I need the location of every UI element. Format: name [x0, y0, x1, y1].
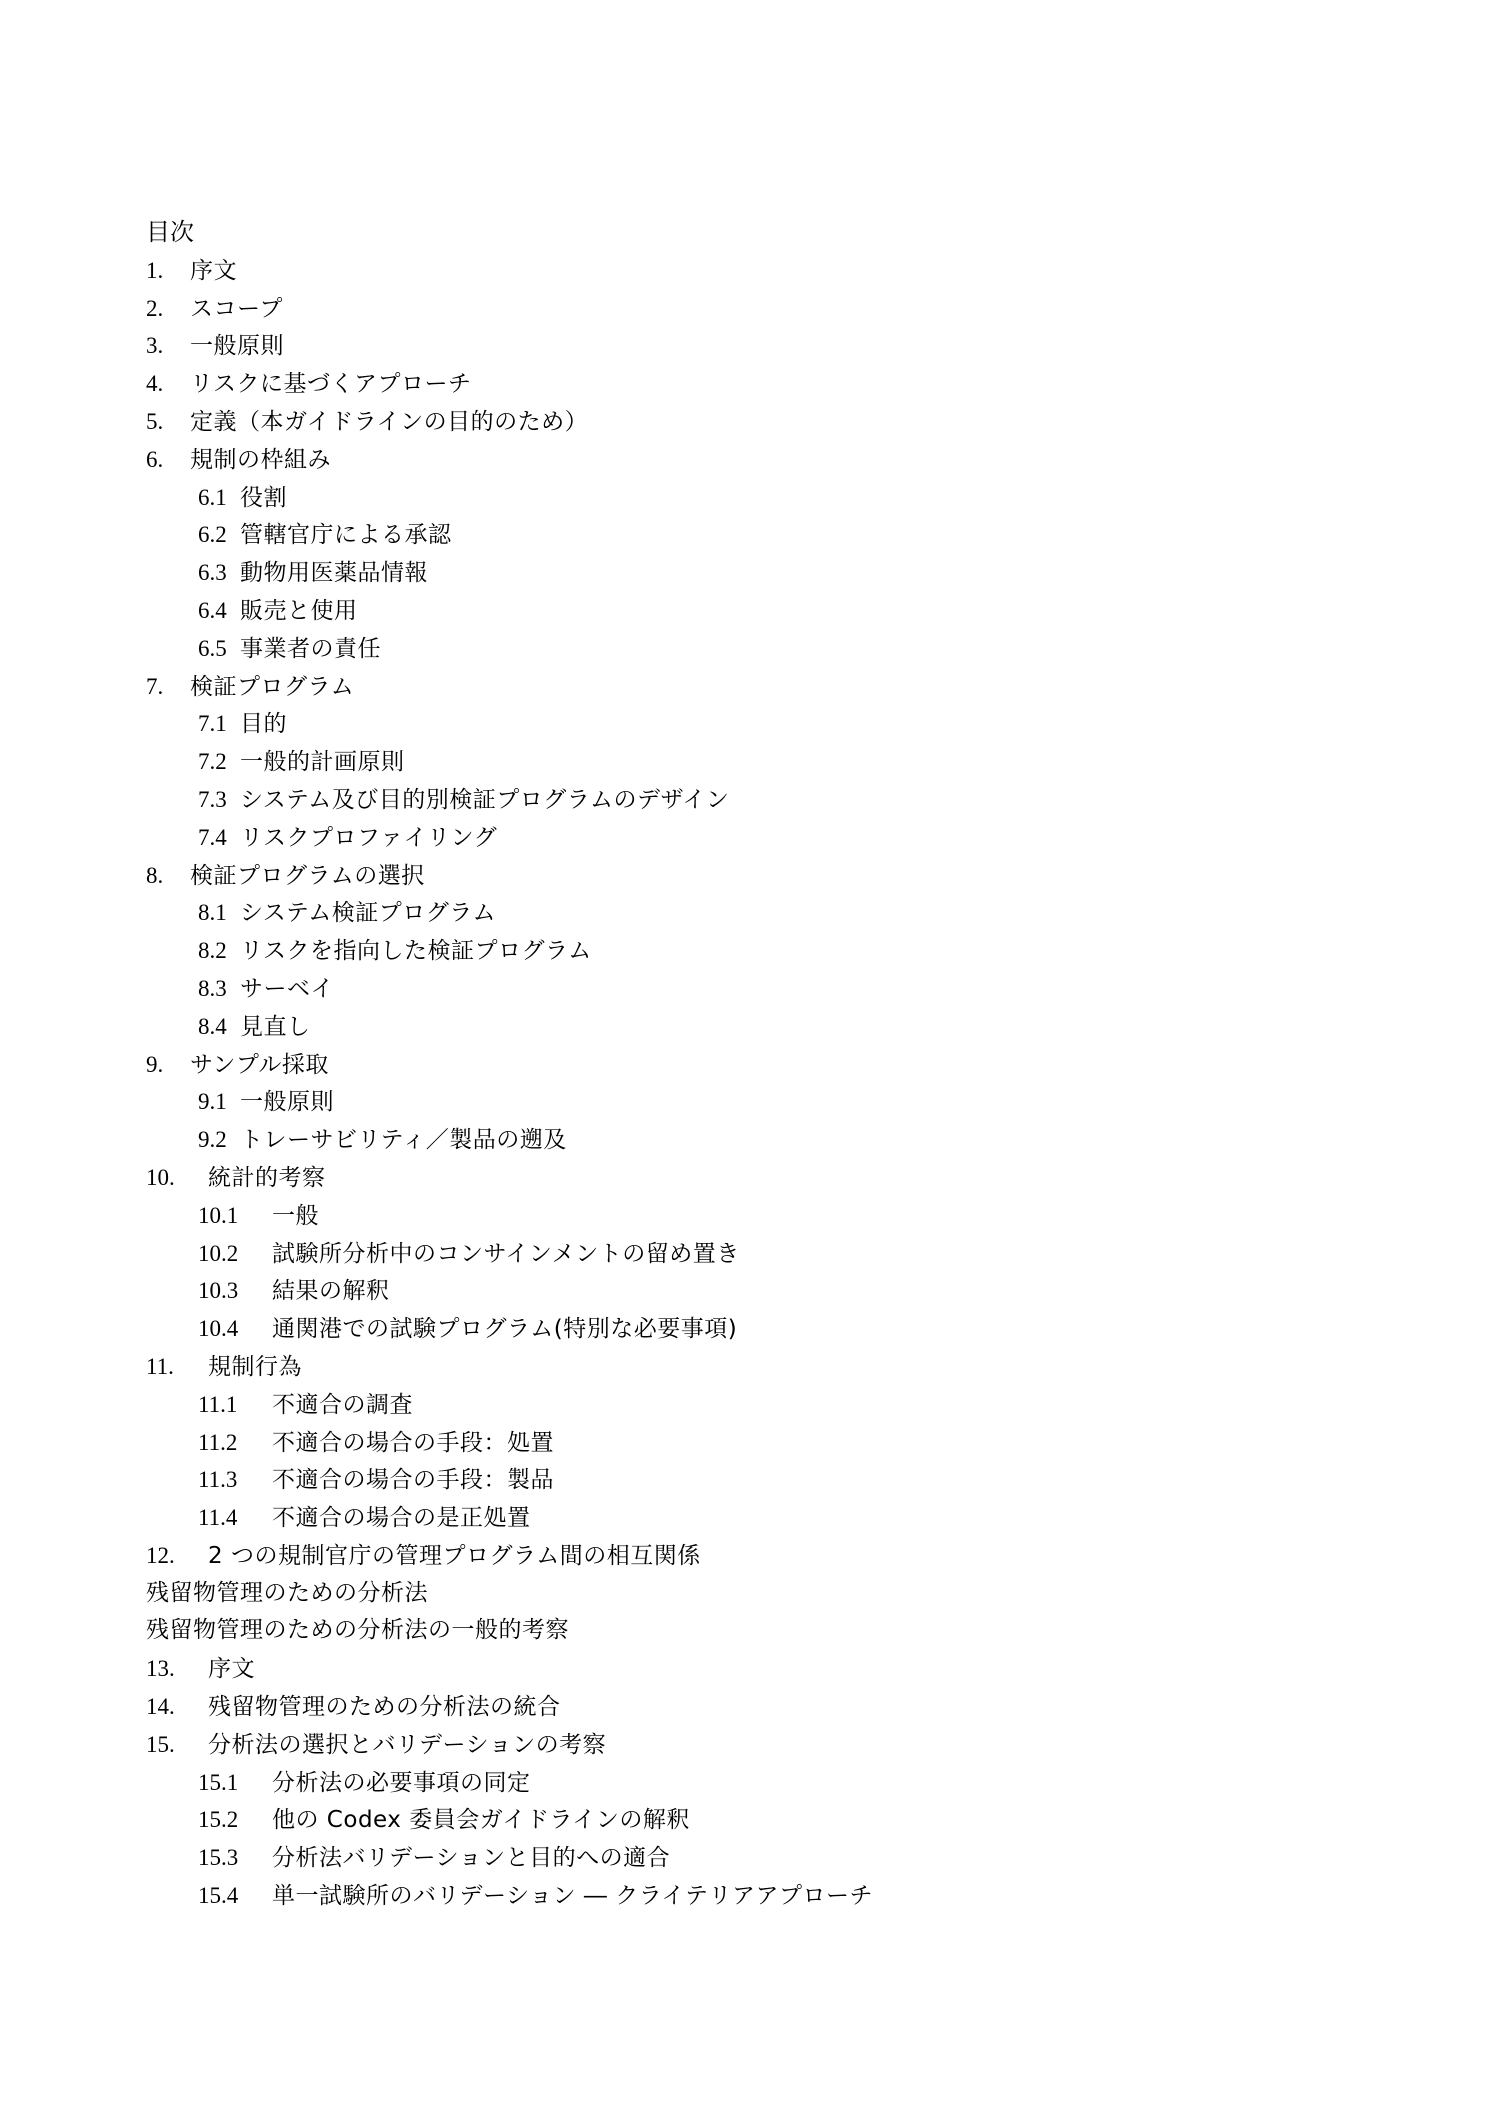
toc-subsection — [146, 894, 1376, 932]
toc-subsection — [146, 592, 1376, 630]
toc-section — [146, 290, 1376, 328]
toc-entry-number: 9.2 — [198, 1127, 227, 1153]
toc-subsection — [146, 1386, 1376, 1424]
toc-entry-text: 分析法の必要事項の同定 — [272, 1769, 531, 1796]
toc-entry-text: 分析法バリデーションと目的への適合 — [272, 1845, 671, 1872]
toc-subsection — [146, 1121, 1376, 1159]
toc-title: 目次 — [146, 218, 194, 246]
toc-subsection — [146, 1310, 1376, 1348]
toc-entry-number: 13. — [146, 1656, 175, 1682]
toc-entry-number: 6.5 — [198, 635, 227, 661]
toc-entry-number: 9.1 — [198, 1089, 227, 1115]
toc-entry-number: 6.3 — [198, 560, 227, 586]
toc-section — [146, 1726, 1376, 1764]
toc-entry-text: 事業者の責任 — [240, 635, 381, 662]
toc-section — [146, 668, 1376, 706]
toc-section — [146, 252, 1376, 290]
toc-entry-text: システム検証プログラム — [240, 900, 496, 927]
toc-entry-text: 不適合の場合の是正処置 — [272, 1505, 531, 1532]
toc-entry-number: 10.1 — [198, 1202, 239, 1228]
toc-subsection — [146, 743, 1376, 781]
toc-section — [146, 1348, 1376, 1386]
toc-entry-text: 序文 — [190, 257, 237, 284]
toc-entry-text: 一般原則 — [240, 1089, 334, 1116]
toc-entry-text: 統計的考察 — [208, 1164, 326, 1191]
toc-entry-number: 8.3 — [198, 975, 227, 1001]
toc-entry-number: 8.1 — [198, 900, 227, 926]
toc-entry-number: 6.4 — [198, 597, 227, 623]
toc-entry-number: 11.3 — [198, 1467, 238, 1493]
toc-entry-text: 他の Codex 委員会ガイドラインの解釈 — [272, 1807, 690, 1834]
toc-entry-number: 5. — [146, 408, 164, 434]
toc-subsection — [146, 1424, 1376, 1462]
toc-subsection — [146, 1008, 1376, 1046]
toc-subsection — [146, 932, 1376, 970]
toc-entry-number: 12. — [146, 1542, 175, 1568]
toc-entry-text: リスクに基づくアプローチ — [190, 371, 472, 398]
toc-subsection — [146, 1083, 1376, 1121]
toc-entry-number: 10. — [146, 1164, 175, 1190]
toc-entry-text: 試験所分析中のコンサインメントの留め置き — [272, 1240, 740, 1267]
toc-heading — [146, 1612, 1376, 1650]
toc-subsection — [146, 1877, 1376, 1915]
toc-entry-number: 15.3 — [198, 1845, 239, 1871]
toc-list — [146, 252, 1376, 1915]
toc-entry-text: トレーサビリティ／製品の遡及 — [240, 1127, 567, 1154]
toc-subsection — [146, 1764, 1376, 1802]
toc-entry-number: 11.2 — [198, 1429, 238, 1455]
toc-entry-text: 2 つの規制官庁の管理プログラム間の相互関係 — [208, 1542, 701, 1569]
toc-entry-number: 10.4 — [198, 1316, 239, 1342]
toc-entry-number: 2. — [146, 295, 164, 321]
toc-entry-text: 残留物管理のための分析法の統合 — [208, 1694, 561, 1721]
toc-entry-text: 不適合の場合の手段：処置 — [272, 1429, 554, 1456]
toc-section — [146, 1537, 1376, 1575]
toc-entry-number: 10.3 — [198, 1278, 239, 1304]
toc-section — [146, 1650, 1376, 1688]
toc-entry-number: 15.4 — [198, 1883, 239, 1909]
toc-entry-text: 一般原則 — [190, 333, 284, 360]
toc-entry-number: 4. — [146, 371, 164, 397]
toc-entry-text: スコープ — [190, 295, 283, 322]
toc-subsection — [146, 1235, 1376, 1273]
toc-entry-text: 分析法の選択とバリデーションの考察 — [208, 1731, 607, 1758]
toc-entry-number: 7.2 — [198, 749, 227, 775]
toc-entry-number: 7. — [146, 673, 164, 699]
toc-entry-text: 検証プログラム — [190, 673, 355, 700]
toc-entry-number: 7.1 — [198, 711, 227, 737]
toc-entry-number: 15.2 — [198, 1807, 239, 1833]
toc-section — [146, 1046, 1376, 1084]
toc-entry-text: 残留物管理のための分析法 — [146, 1579, 428, 1606]
toc-entry-text: 目的 — [240, 711, 287, 738]
toc-entry-text: 見直し — [240, 1013, 311, 1040]
toc-subsection — [146, 1499, 1376, 1537]
toc-entry-text: サーベイ — [240, 975, 334, 1002]
table-of-contents — [146, 214, 1376, 1915]
toc-entry-text: 規制の枠組み — [190, 446, 331, 473]
toc-entry-number: 11. — [146, 1353, 174, 1379]
toc-subsection — [146, 630, 1376, 668]
toc-entry-text: 定義（本ガイドラインの目的のため） — [190, 408, 589, 435]
toc-entry-number: 6.2 — [198, 522, 227, 548]
toc-entry-text: 不適合の場合の手段：製品 — [272, 1467, 554, 1494]
toc-entry-number: 8.2 — [198, 938, 227, 964]
toc-subsection — [146, 1839, 1376, 1877]
toc-entry-text: 管轄官庁による承認 — [240, 522, 452, 549]
toc-entry-number: 15. — [146, 1731, 175, 1757]
toc-entry-text: システム及び目的別検証プログラムのデザイン — [240, 786, 730, 813]
toc-entry-text: サンプル採取 — [190, 1051, 329, 1078]
toc-subsection — [146, 1461, 1376, 1499]
toc-section — [146, 857, 1376, 895]
toc-entry-text: 動物用医薬品情報 — [240, 560, 428, 587]
toc-subsection — [146, 1801, 1376, 1839]
toc-entry-number: 8. — [146, 862, 164, 888]
toc-subsection — [146, 479, 1376, 517]
toc-subsection — [146, 970, 1376, 1008]
toc-subsection — [146, 819, 1376, 857]
toc-entry-text: 序文 — [208, 1656, 255, 1683]
toc-entry-number: 7.3 — [198, 786, 227, 812]
toc-entry-text: 販売と使用 — [240, 597, 358, 624]
toc-subsection — [146, 1197, 1376, 1235]
toc-subsection — [146, 781, 1376, 819]
toc-subsection — [146, 554, 1376, 592]
toc-entry-text: 単一試験所のバリデーション ― クライテリアアプローチ — [272, 1883, 874, 1910]
toc-entry-text: リスクを指向した検証プログラム — [240, 938, 592, 965]
toc-section — [146, 403, 1376, 441]
toc-entry-text: 一般 — [272, 1202, 319, 1229]
toc-entry-number: 10.2 — [198, 1240, 239, 1266]
toc-entry-text: リスクプロファイリング — [240, 824, 498, 851]
toc-entry-number: 7.4 — [198, 824, 227, 850]
toc-entry-number: 15.1 — [198, 1769, 239, 1795]
toc-entry-number: 11.4 — [198, 1505, 238, 1531]
toc-entry-number: 8.4 — [198, 1013, 227, 1039]
toc-entry-text: 規制行為 — [208, 1353, 302, 1380]
toc-entry-text: 不適合の調査 — [272, 1391, 413, 1418]
toc-entry-text: 役割 — [240, 484, 287, 511]
toc-section — [146, 1159, 1376, 1197]
toc-section — [146, 327, 1376, 365]
toc-heading — [146, 1575, 1376, 1613]
toc-entry-text: 結果の解釈 — [272, 1278, 390, 1305]
toc-entry-number: 9. — [146, 1051, 164, 1077]
toc-entry-text: 検証プログラムの選択 — [190, 862, 425, 889]
toc-entry-number: 1. — [146, 257, 164, 283]
toc-section — [146, 365, 1376, 403]
toc-subsection — [146, 516, 1376, 554]
toc-entry-text: 一般的計画原則 — [240, 749, 405, 776]
toc-entry-number: 6.1 — [198, 484, 227, 510]
toc-entry-text: 通関港での試験プログラム(特別な必要事項) — [272, 1316, 738, 1343]
toc-entry-number: 6. — [146, 446, 164, 472]
toc-entry-number: 11.1 — [198, 1391, 238, 1417]
toc-subsection — [146, 705, 1376, 743]
toc-entry-text: 残留物管理のための分析法の一般的考察 — [146, 1617, 569, 1644]
toc-entry-number: 3. — [146, 333, 164, 359]
toc-section — [146, 441, 1376, 479]
toc-entry-number: 14. — [146, 1694, 175, 1720]
toc-subsection — [146, 1272, 1376, 1310]
toc-section — [146, 1688, 1376, 1726]
